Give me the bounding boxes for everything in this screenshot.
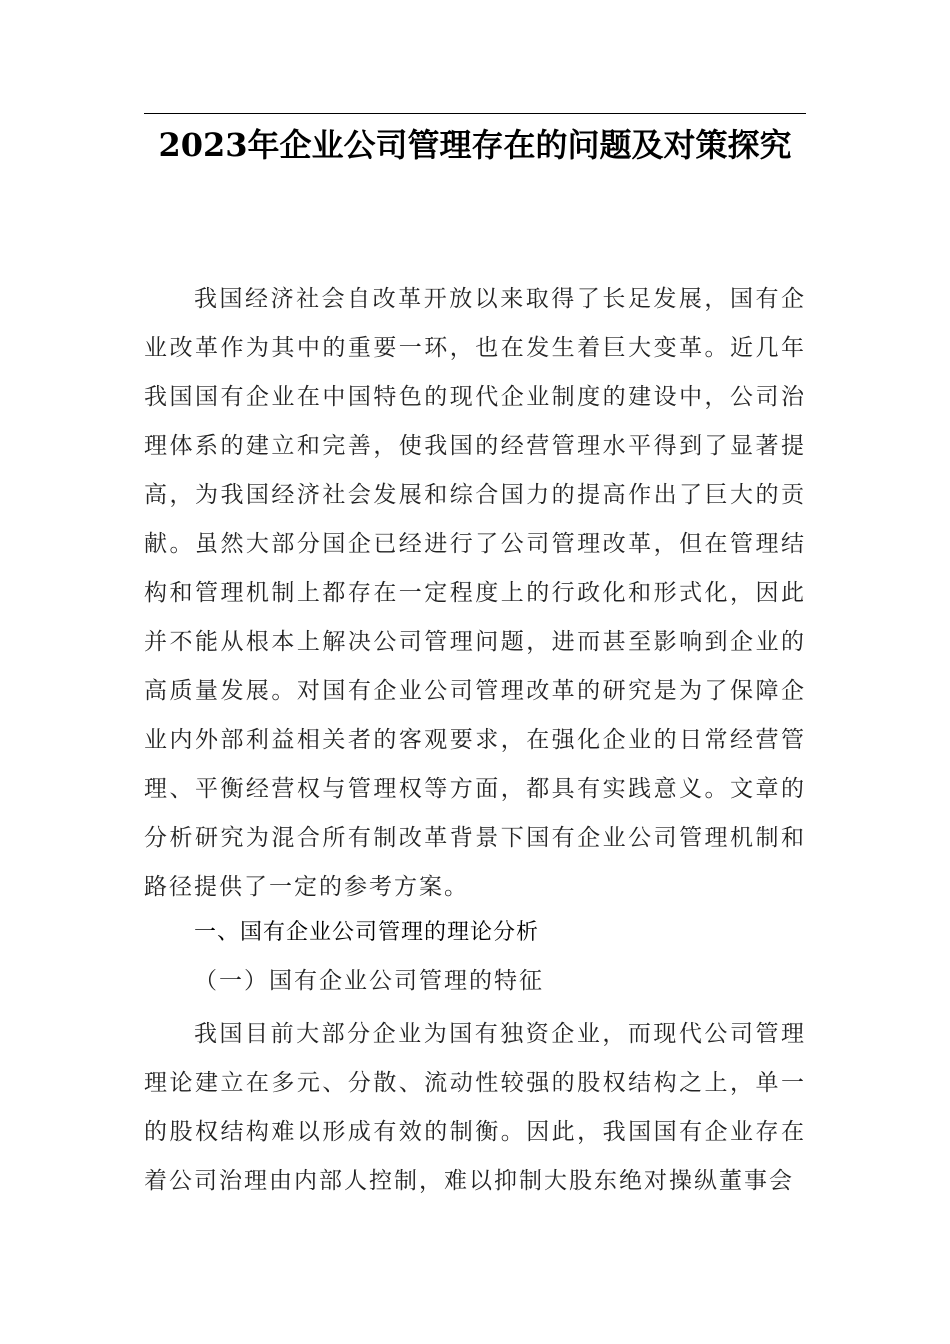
header-rule — [144, 113, 806, 114]
section-heading: 一、国有企业公司管理的理论分析 — [194, 920, 540, 945]
document-body — [144, 275, 806, 1206]
document-title: 2023年企业公司管理存在的问题及对策探究 — [158, 126, 792, 164]
paragraph-intro: 我国经济社会自改革开放以来取得了长足发展，国有企业改革作为其中的重要一环，也在发生着巨大变革。近几年我国国有企业在中国特色的现代企业制度的建设中，公司治理体系的建立和完善，使我国的经营管理水平得到了显著提高，为我国经济社会发展和综合国力的提高作出了巨大的贡献。虽然大部分国企已经进行了公司管理改革，但在管理结构和管理机制上都存在一定程度上的行政化和形式化，因此并不能从根本上解决公司管理问题，进而甚至影响到企业的高质量发展。对国有企业公司管理改革的研究是为了保障企业内外部利益相关者的客观要求，在强化企业的日常经营管理、平衡经营权与管理权等方面，都具有实践意义。文章的分析研究为混合所有制改革背景下国有企业公司管理机制和路径提供了一定的参考方案。 — [144, 286, 806, 900]
paragraph-features: 我国目前大部分企业为国有独资企业，而现代公司管理理论建立在多元、分散、流动性较强的股权结构之上，单一的股权结构难以形成有效的制衡。因此，我国国有企业存在着公司治理由内部人控制，难以抑制大股东绝对操纵董事会 — [144, 1021, 806, 1194]
subsection-heading: （一）国有企业公司管理的特征 — [194, 968, 544, 994]
